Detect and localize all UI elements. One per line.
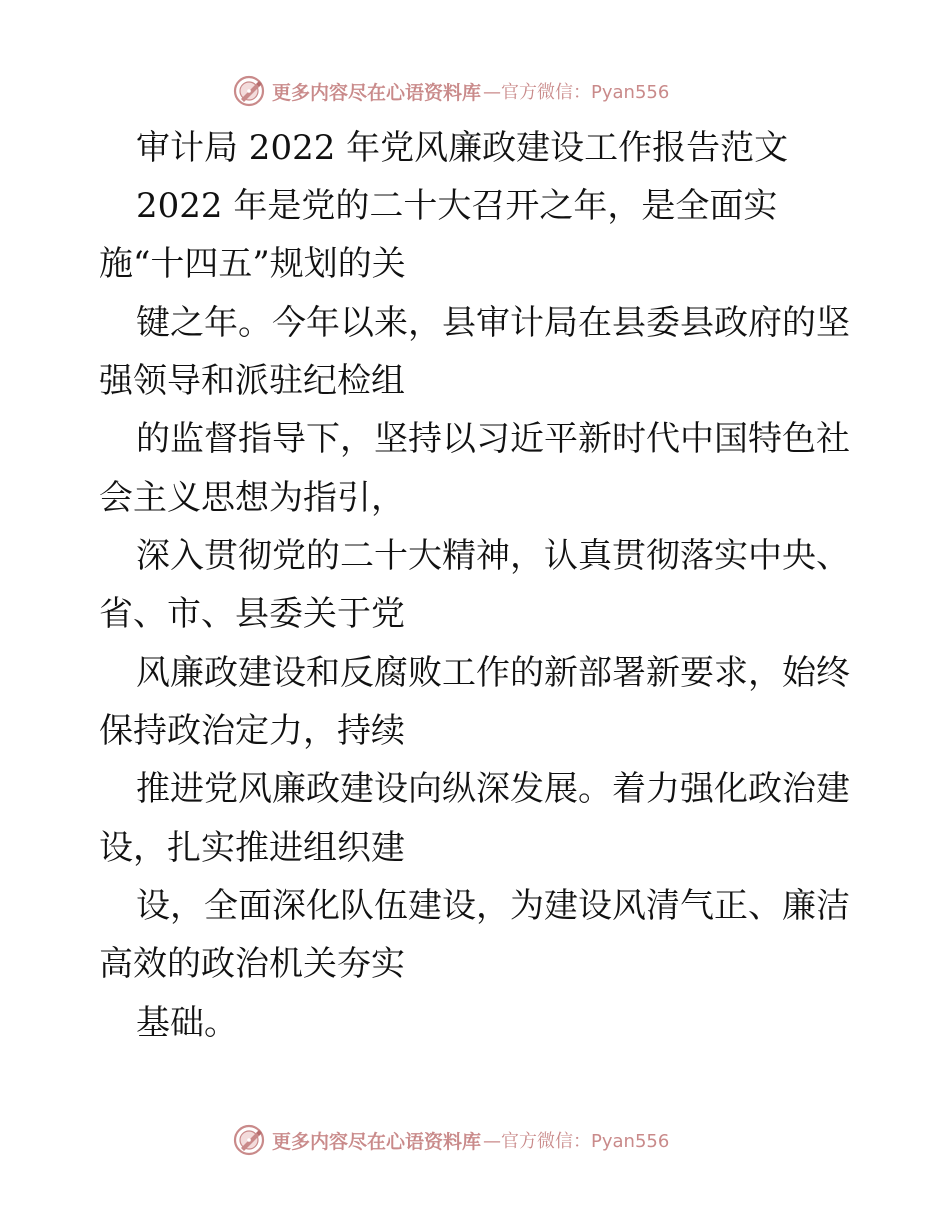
watermark-main-text: 更多内容尽在心语资料库	[272, 81, 482, 104]
paragraph-line: 保持政治定力，持续	[99, 711, 405, 751]
watermark-contact-text: —官方微信：Pyan556	[483, 1131, 670, 1152]
paragraph-line: 强领导和派驻纪检组	[99, 361, 405, 401]
paragraph-line: 设，扎实推进组织建	[99, 828, 405, 868]
pen-nib-logo-icon	[232, 1123, 266, 1157]
paragraph-line: 省、市、县委关于党	[99, 594, 405, 634]
paragraph-line: 的监督指导下，坚持以习近平新时代中国特色社	[136, 419, 850, 459]
paragraph-line: 施“十四五”规划的关	[99, 244, 406, 284]
paragraph-line: 深入贯彻党的二十大精神，认真贯彻落实中央、	[136, 536, 850, 576]
watermark-main-text: 更多内容尽在心语资料库	[272, 1130, 482, 1153]
pen-nib-logo-icon	[232, 74, 266, 108]
paragraph-line: 2022 年是党的二十大召开之年，是全面实	[136, 186, 778, 226]
footer-watermark	[232, 1121, 669, 1159]
document-title: 审计局 2022 年党风廉政建设工作报告范文	[136, 128, 789, 168]
header-watermark	[232, 72, 669, 110]
paragraph-line: 设，全面深化队伍建设，为建设风清气正、廉洁	[136, 886, 850, 926]
watermark-contact-text: —官方微信：Pyan556	[483, 82, 670, 103]
paragraph-line: 高效的政治机关夯实	[99, 944, 405, 984]
paragraph-line: 风廉政建设和反腐败工作的新部署新要求，始终	[136, 653, 850, 693]
paragraph-line: 推进党风廉政建设向纵深发展。着力强化政治建	[136, 769, 850, 809]
paragraph-line: 基础。	[136, 1003, 238, 1043]
paragraph-line: 键之年。今年以来，县审计局在县委县政府的坚	[136, 303, 850, 343]
paragraph-line: 会主义思想为指引，	[99, 478, 405, 518]
